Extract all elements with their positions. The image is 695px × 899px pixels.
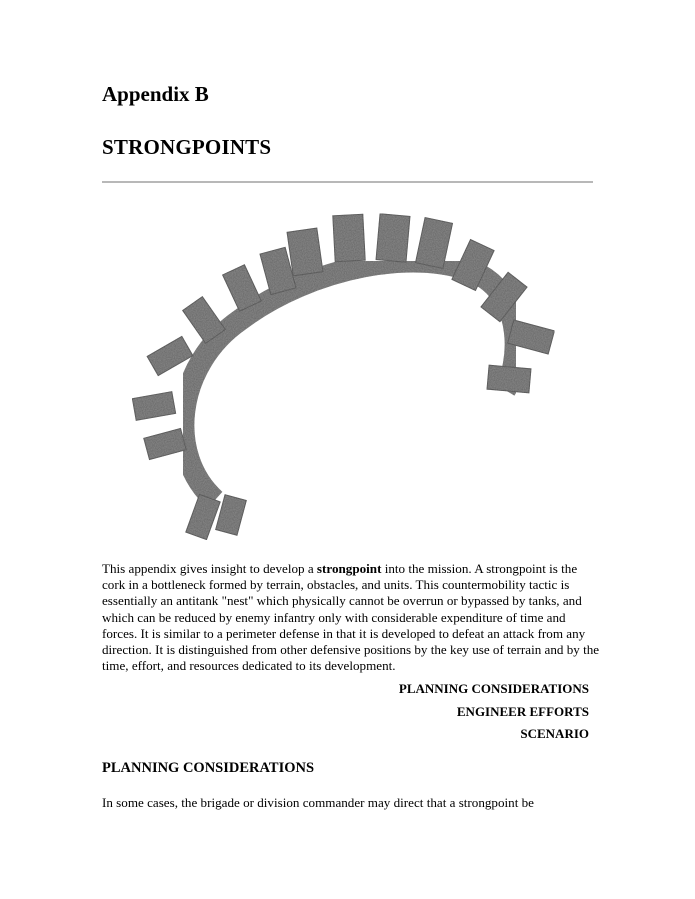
link-engineer-efforts[interactable]: ENGINEER EFFORTS	[456, 703, 589, 719]
toc-item	[399, 678, 589, 701]
section-links	[399, 678, 589, 746]
strongpoint-diagram-icon	[120, 205, 570, 545]
bay	[333, 214, 365, 262]
planning-paragraph: In some cases, the brigade or division commander may direct that a strongpoint be	[102, 795, 534, 810]
bay	[186, 494, 220, 539]
bay	[287, 228, 323, 276]
intro-text-start: This appendix gives insight to develop a	[102, 561, 317, 576]
bay	[376, 214, 410, 262]
toc-item	[399, 723, 589, 746]
section-title: STRONGPOINTS	[102, 135, 272, 159]
intro-keyword: strongpoint	[316, 561, 382, 576]
link-planning-considerations[interactable]: PLANNING CONSIDERATIONS	[398, 681, 589, 696]
bay	[216, 495, 247, 535]
link-scenario[interactable]: SCENARIO	[520, 726, 589, 741]
planning-heading: PLANNING CONSIDERATIONS	[102, 760, 315, 776]
bay	[487, 365, 531, 393]
toc-item	[399, 701, 589, 724]
appendix-title: Appendix B	[102, 82, 209, 106]
bay	[132, 392, 175, 421]
horizontal-rule	[102, 181, 593, 183]
intro-paragraph	[102, 561, 602, 674]
intro-text-end: into the mission. A strongpoint is the cork in a bottleneck formed by terrain, obstacles, and units. This countermobility tactic is essentially an antitank "nest" which physically cannot be overrun or bypassed by tanks, and which can be reduced by enemy infantry only with considerable expenditure of time and forces. It is similar to a perimeter defense in that it is developed to defeat an attack from any direction. It is distinguished from other defensive positions by the key use of terrain and by the time, effort, and resources dedicated to its development.	[102, 561, 600, 674]
bay	[223, 265, 262, 311]
